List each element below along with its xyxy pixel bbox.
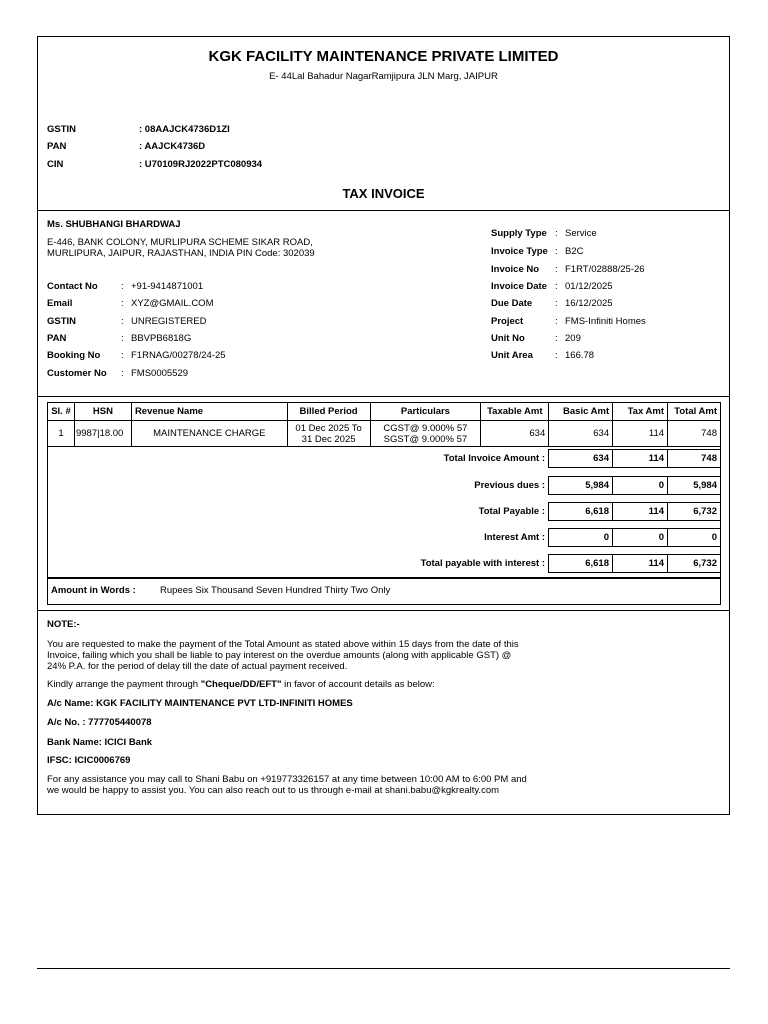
summary-total: 6,732: [667, 554, 721, 573]
invoice-type-value: B2C: [565, 246, 584, 257]
summary-total: 0: [667, 528, 721, 547]
cell-hsn: 9987|18.00: [74, 421, 131, 447]
col-header: Tax Amt: [613, 403, 668, 421]
field-colon: :: [555, 350, 558, 361]
field-colon: :: [555, 316, 558, 327]
summary-tax: 114: [612, 502, 668, 521]
field-colon: :: [121, 350, 124, 361]
summary-tax: 0: [612, 528, 668, 547]
cell-taxable: 634: [481, 421, 549, 447]
bank-name: Bank Name: ICICI Bank: [47, 737, 153, 748]
divider: [37, 396, 730, 397]
note-para2-bold: "Cheque/DD/EFT": [200, 679, 282, 690]
divider: [37, 210, 730, 211]
amount-words-value: Rupees Six Thousand Seven Hundred Thirty Two Only: [160, 585, 391, 596]
table-row: [48, 421, 721, 447]
col-header: Billed Period: [287, 403, 370, 421]
summary-tax: 0: [612, 476, 668, 495]
cust-pan-label: PAN: [47, 333, 67, 344]
company-name: KGK FACILITY MAINTENANCE PRIVATE LIMITED: [208, 48, 559, 65]
note-para1-line2: Invoice, failing which you shall be liable to pay interest on the overdue amounts (along with applicable GST) @: [47, 650, 512, 661]
supply-type-value: Service: [565, 228, 597, 239]
account-name: A/c Name: KGK FACILITY MAINTENANCE PVT LTD-INFINITI HOMES: [47, 698, 353, 709]
email-label: Email: [47, 298, 73, 309]
particulars-line1: CGST@ 9.000% 57: [383, 422, 468, 434]
field-colon: :: [555, 264, 558, 275]
supply-type-label: Supply Type: [491, 228, 547, 239]
summary-basic: 6,618: [548, 502, 613, 521]
cell-sl: 1: [48, 421, 75, 447]
summary-basic: 6,618: [548, 554, 613, 573]
unit-area-value: 166.78: [565, 350, 595, 361]
cell-total: 748: [668, 421, 721, 447]
invoice-no-label: Invoice No: [491, 264, 540, 275]
field-colon: :: [555, 228, 558, 239]
col-header: Total Amt: [668, 403, 721, 421]
amount-in-words: [47, 578, 721, 605]
cell-tax: 114: [613, 421, 668, 447]
invoice-date-value: 01/12/2025: [565, 281, 613, 292]
line-items-table: [47, 402, 721, 447]
col-header: Taxable Amt: [481, 403, 549, 421]
invoice-type-label: Invoice Type: [491, 246, 548, 257]
field-colon: :: [121, 281, 124, 292]
note-para1-line1: You are requested to make the payment of the Total Amount as stated above within 15 days from the date of this: [47, 639, 519, 650]
cell-basic: 634: [549, 421, 613, 447]
note-para2: [47, 679, 435, 691]
note-heading: NOTE:-: [47, 619, 80, 630]
cell-particulars: [370, 421, 481, 447]
cell-revenue: MAINTENANCE CHARGE: [131, 421, 287, 447]
customer-no-label: Customer No: [47, 368, 107, 379]
booking-value: F1RNAG/00278/24-25: [131, 350, 226, 361]
table-header-row: [48, 403, 721, 421]
field-colon: :: [121, 333, 124, 344]
period-line1: 01 Dec 2025 To: [295, 422, 362, 434]
summary-label: Previous dues :: [474, 480, 545, 491]
col-header: Basic Amt: [549, 403, 613, 421]
field-colon: :: [121, 368, 124, 379]
summary-total: 6,732: [667, 502, 721, 521]
summary-label: Total payable with interest :: [420, 558, 545, 569]
summary-label: Interest Amt :: [484, 532, 545, 543]
contact-label: Contact No: [47, 281, 98, 292]
summary-tax: 114: [612, 449, 668, 468]
invoice-no-value: F1RT/02888/25-26: [565, 264, 645, 275]
field-colon: :: [555, 246, 558, 257]
due-date-label: Due Date: [491, 298, 533, 309]
period-line2: 31 Dec 2025: [301, 433, 356, 445]
customer-address-line1: E-446, BANK COLONY, MURLIPURA SCHEME SIKAR ROAD,: [47, 237, 313, 248]
col-header: HSN: [74, 403, 131, 421]
assist-line1: For any assistance you may call to Shani Babu on +919773326157 at any time between 10:00 AM to 6:00 PM and: [47, 774, 527, 785]
booking-label: Booking No: [47, 350, 101, 361]
note-para1-line3: 24% P.A. for the period of delay till the date of actual payment received.: [47, 661, 348, 672]
note-para2-pre: Kindly arrange the payment through: [47, 679, 201, 690]
account-number: A/c No. : 777705440078: [47, 717, 152, 728]
pan-value: : AAJCK4736D: [139, 141, 206, 152]
col-header: Sl. #: [48, 403, 75, 421]
field-colon: :: [555, 298, 558, 309]
field-colon: :: [555, 281, 558, 292]
cust-gstin-value: UNREGISTERED: [131, 316, 207, 327]
customer-name: Ms. SHUBHANGI BHARDWAJ: [47, 219, 181, 230]
unit-no-value: 209: [565, 333, 581, 344]
customer-no-value: FMS0005529: [131, 368, 189, 379]
cin-value: : U70109RJ2022PTC080934: [139, 159, 263, 170]
summary-total: 748: [667, 449, 721, 468]
unit-no-label: Unit No: [491, 333, 525, 344]
field-colon: :: [555, 333, 558, 344]
summary-label: Total Payable :: [478, 506, 545, 517]
field-colon: :: [121, 298, 124, 309]
contact-value: +91-9414871001: [131, 281, 204, 292]
col-header: Revenue Name: [131, 403, 287, 421]
col-header: Particulars: [370, 403, 481, 421]
summary-total: 5,984: [667, 476, 721, 495]
field-colon: :: [121, 316, 124, 327]
invoice-date-label: Invoice Date: [491, 281, 547, 292]
summary-basic: 634: [548, 449, 613, 468]
summary-tax: 114: [612, 554, 668, 573]
amount-words-label: Amount in Words :: [51, 585, 136, 596]
project-value: FMS-Infiniti Homes: [565, 316, 646, 327]
summary-label: Total Invoice Amount :: [443, 453, 545, 464]
cell-period: [287, 421, 370, 447]
note-para2-post: in favor of account details as below:: [281, 679, 435, 690]
company-address: E- 44Lal Bahadur NagarRamjipura JLN Marg, JAIPUR: [269, 71, 498, 82]
footer-line: [37, 968, 730, 969]
summary-basic: 0: [548, 528, 613, 547]
customer-address-line2: MURLIPURA, JAIPUR, RAJASTHAN, INDIA PIN Code: 302039: [47, 248, 315, 259]
assist-line2: we would be happy to assist you. You can also reach out to us through e-mail at shani.babu@kgkrealty.com: [47, 785, 500, 796]
cust-gstin-label: GSTIN: [47, 316, 77, 327]
project-label: Project: [491, 316, 524, 327]
email-value: XYZ@GMAIL.COM: [131, 298, 214, 309]
particulars-line2: SGST@ 9.000% 57: [383, 433, 468, 445]
doc-title: TAX INVOICE: [342, 186, 425, 201]
gstin-label: GSTIN: [47, 124, 77, 135]
pan-label: PAN: [47, 141, 67, 152]
gstin-value: : 08AAJCK4736D1ZI: [139, 124, 230, 135]
divider: [37, 610, 730, 611]
ifsc-code: IFSC: ICIC0006769: [47, 755, 131, 766]
cust-pan-value: BBVPB6818G: [131, 333, 192, 344]
cin-label: CIN: [47, 159, 64, 170]
summary-basic: 5,984: [548, 476, 613, 495]
due-date-value: 16/12/2025: [565, 298, 613, 309]
unit-area-label: Unit Area: [491, 350, 533, 361]
